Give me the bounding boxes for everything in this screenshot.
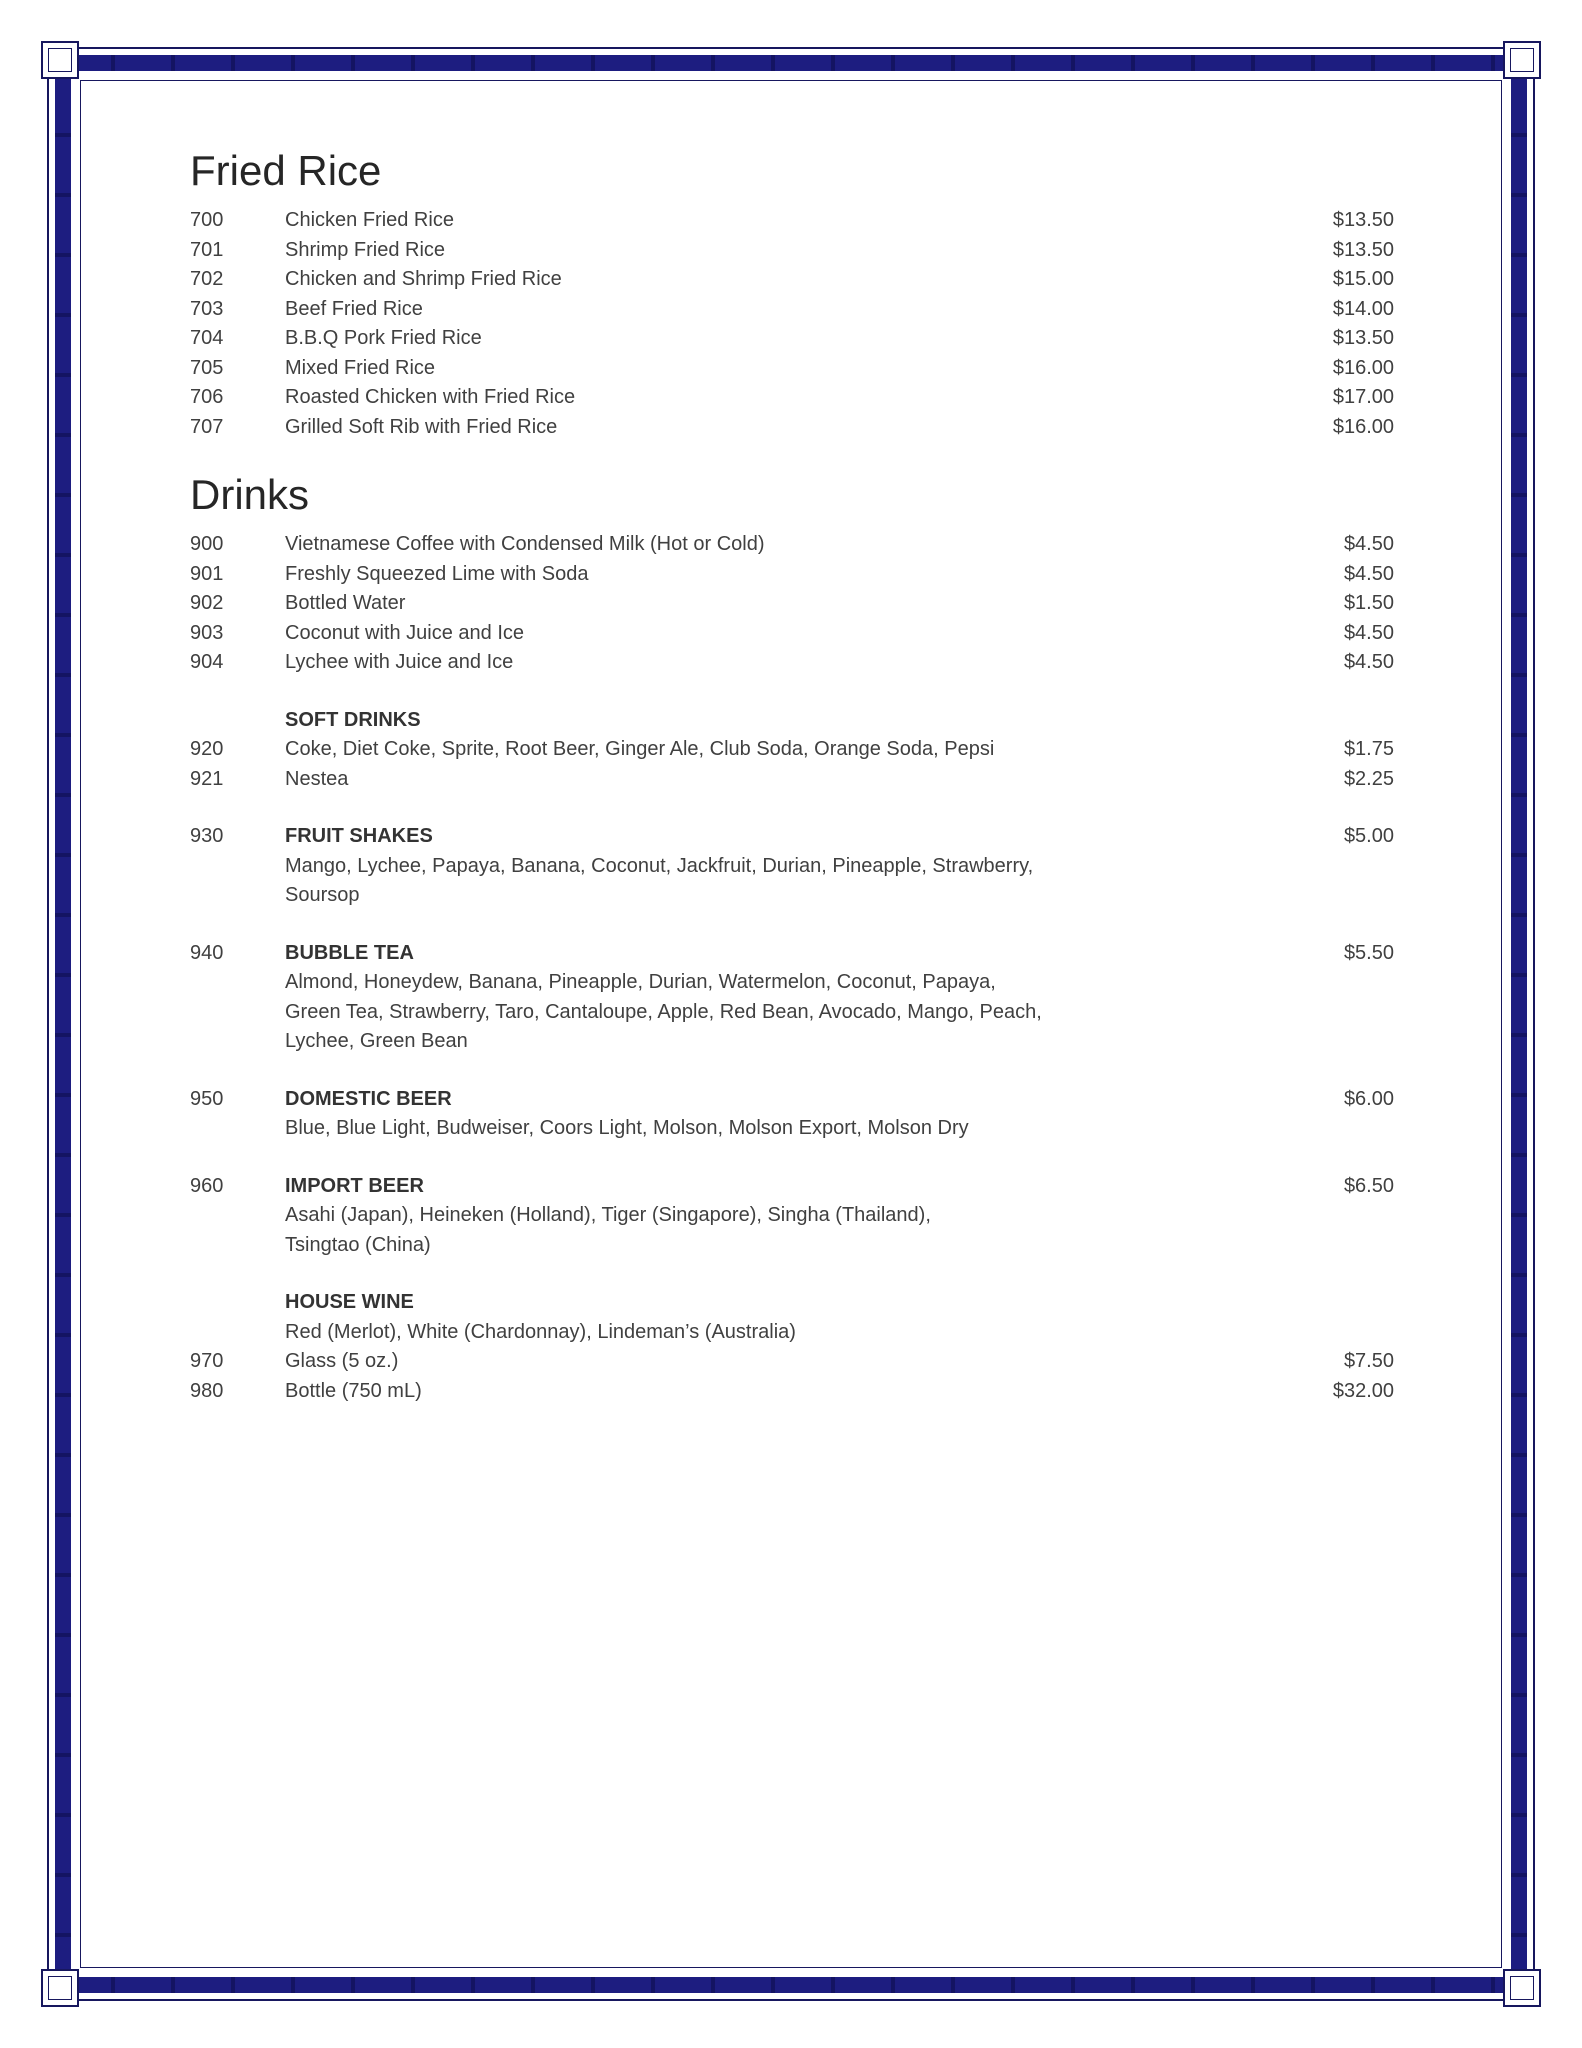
- menu-row: [190, 1288, 1394, 1318]
- item-price: $16.00: [1332, 415, 1394, 438]
- item-name: Mixed Fried Rice: [285, 356, 436, 379]
- menu-row: [190, 206, 1394, 236]
- item-description-line: Lychee, Green Bean: [285, 1030, 468, 1052]
- item-price: $1.50: [1343, 592, 1394, 614]
- menu-row: [190, 1231, 1394, 1261]
- item-price: $13.50: [1332, 209, 1394, 231]
- menu-row: [190, 560, 1394, 590]
- menu-row: [190, 236, 1394, 266]
- item-price: $13.50: [1332, 238, 1394, 261]
- menu-row: [190, 1085, 1394, 1115]
- menu-row: [190, 530, 1394, 560]
- border-corner-ornament: [1503, 1969, 1541, 2007]
- item-name: B.B.Q Pork Fried Rice: [285, 327, 482, 349]
- item-number: 702: [190, 268, 224, 290]
- item-price: $2.25: [1343, 767, 1394, 790]
- item-name: Roasted Chicken with Fried Rice: [285, 386, 576, 408]
- border-corner-ornament: [41, 1969, 79, 2007]
- item-number: 703: [190, 297, 224, 320]
- menu-row: [190, 383, 1394, 413]
- menu-group: [190, 1172, 1394, 1261]
- item-price: $4.50: [1343, 651, 1394, 673]
- item-price: $5.00: [1343, 825, 1394, 847]
- menu-group: [190, 706, 1394, 795]
- group-heading: IMPORT BEER: [285, 1174, 424, 1197]
- menu-row: [190, 822, 1394, 852]
- menu-group: [190, 530, 1394, 678]
- item-number: 706: [190, 386, 224, 408]
- item-number: [190, 1231, 285, 1261]
- border-band-right: [1511, 55, 1527, 1993]
- menu-row: [190, 1377, 1394, 1407]
- item-price: $13.50: [1332, 327, 1394, 349]
- item-number: 900: [190, 533, 224, 555]
- border-band-bottom: [55, 1977, 1527, 1993]
- item-description-line: Tsingtao (China): [285, 1233, 431, 1256]
- border-corner-ornament: [1503, 41, 1541, 79]
- group-heading: HOUSE WINE: [285, 1291, 414, 1313]
- item-price: [1274, 1288, 1394, 1318]
- item-number: 950: [190, 1087, 224, 1110]
- item-name: Bottle (750 mL): [285, 1379, 422, 1402]
- item-price: $16.00: [1332, 356, 1394, 379]
- menu-row: [190, 706, 1394, 736]
- menu-section: [190, 470, 1394, 1406]
- menu-row: [190, 1027, 1394, 1057]
- menu-row: [190, 413, 1394, 443]
- item-number: [190, 1027, 285, 1057]
- border-band-top: [55, 55, 1527, 71]
- item-number: 902: [190, 592, 224, 614]
- menu-row: [190, 1201, 1394, 1231]
- item-name: Freshly Squeezed Lime with Soda: [285, 562, 589, 585]
- item-number: 705: [190, 356, 224, 379]
- item-name: Shrimp Fried Rice: [285, 238, 446, 261]
- group-heading: SOFT DRINKS: [285, 708, 421, 731]
- item-number: [190, 852, 285, 882]
- menu-row: [190, 354, 1394, 384]
- item-name: Beef Fried Rice: [285, 297, 423, 320]
- item-price: $15.00: [1332, 268, 1394, 290]
- menu-row: [190, 968, 1394, 998]
- item-number: 920: [190, 738, 224, 760]
- menu-row: [190, 735, 1394, 765]
- item-number: [190, 1201, 285, 1231]
- group-heading: FRUIT SHAKES: [285, 825, 433, 847]
- item-name: Chicken Fried Rice: [285, 209, 454, 231]
- menu-row: [190, 265, 1394, 295]
- item-description-line: Red (Merlot), White (Chardonnay), Lindeman’s (Australia): [285, 1320, 796, 1343]
- menu-row: [190, 1318, 1394, 1348]
- item-price: $4.50: [1343, 621, 1394, 644]
- border-band-left: [55, 55, 71, 1993]
- item-number: 970: [190, 1350, 224, 1372]
- border-corner-ornament: [41, 41, 79, 79]
- menu-group: [190, 1288, 1394, 1406]
- item-number: [190, 706, 285, 736]
- item-description-line: Blue, Blue Light, Budweiser, Coors Light, Molson, Molson Export, Molson Dry: [285, 1117, 969, 1139]
- item-name: Nestea: [285, 767, 349, 790]
- item-number: 704: [190, 327, 224, 349]
- item-price: $6.00: [1343, 1087, 1394, 1110]
- item-number: 903: [190, 621, 224, 644]
- item-name: Chicken and Shrimp Fried Rice: [285, 268, 562, 290]
- menu-row: [190, 881, 1394, 911]
- group-heading: BUBBLE TEA: [285, 941, 414, 964]
- menu-row: [190, 1347, 1394, 1377]
- section-title: Fried Rice: [190, 147, 382, 194]
- menu-content: [190, 146, 1394, 1406]
- menu-group: [190, 822, 1394, 911]
- menu-group: [190, 939, 1394, 1057]
- item-price: [1274, 706, 1394, 736]
- item-price: $5.50: [1343, 941, 1394, 964]
- item-number: 707: [190, 415, 224, 438]
- group-heading: DOMESTIC BEER: [285, 1087, 452, 1110]
- item-name: Lychee with Juice and Ice: [285, 651, 514, 673]
- item-price: $17.00: [1332, 386, 1394, 408]
- item-name: Glass (5 oz.): [285, 1350, 399, 1372]
- item-description-line: Asahi (Japan), Heineken (Holland), Tiger (Singapore), Singha (Thailand),: [285, 1204, 931, 1226]
- item-number: 901: [190, 562, 224, 585]
- item-number: [190, 1114, 285, 1144]
- item-number: [190, 998, 285, 1028]
- menu-row: [190, 998, 1394, 1028]
- item-number: 701: [190, 238, 224, 261]
- item-description-line: Almond, Honeydew, Banana, Pineapple, Durian, Watermelon, Coconut, Papaya,: [285, 971, 996, 993]
- item-price: $6.50: [1343, 1174, 1394, 1197]
- item-number: 960: [190, 1174, 224, 1197]
- menu-row: [190, 324, 1394, 354]
- item-price: $4.50: [1343, 533, 1394, 555]
- item-description-line: Green Tea, Strawberry, Taro, Cantaloupe, Apple, Red Bean, Avocado, Mango, Peach,: [285, 1000, 1042, 1023]
- item-number: [190, 968, 285, 998]
- item-number: [190, 1288, 285, 1318]
- item-name: Coconut with Juice and Ice: [285, 621, 525, 644]
- menu-row: [190, 765, 1394, 795]
- item-name: Vietnamese Coffee with Condensed Milk (Hot or Cold): [285, 533, 765, 555]
- item-number: 700: [190, 209, 224, 231]
- menu-row: [190, 589, 1394, 619]
- menu-row: [190, 619, 1394, 649]
- menu-row: [190, 648, 1394, 678]
- menu-row: [190, 295, 1394, 325]
- menu-section: [190, 146, 1394, 442]
- item-number: 904: [190, 651, 224, 673]
- item-description-line: Mango, Lychee, Papaya, Banana, Coconut, Jackfruit, Durian, Pineapple, Strawberry,: [285, 854, 1034, 877]
- item-name: Grilled Soft Rib with Fried Rice: [285, 415, 558, 438]
- menu-row: [190, 939, 1394, 969]
- menu-row: [190, 852, 1394, 882]
- item-price: $14.00: [1332, 297, 1394, 320]
- menu-group: [190, 1085, 1394, 1144]
- menu-row: [190, 1172, 1394, 1202]
- item-price: $7.50: [1343, 1350, 1394, 1372]
- item-number: 940: [190, 941, 224, 964]
- item-name: Bottled Water: [285, 592, 406, 614]
- item-number: 980: [190, 1379, 224, 1402]
- menu-row: [190, 1114, 1394, 1144]
- item-price: $32.00: [1332, 1379, 1394, 1402]
- item-number: 930: [190, 825, 224, 847]
- item-name: Coke, Diet Coke, Sprite, Root Beer, Ginger Ale, Club Soda, Orange Soda, Pepsi: [285, 738, 995, 760]
- item-number: 921: [190, 767, 224, 790]
- item-description-line: Soursop: [285, 884, 360, 906]
- section-title: Drinks: [190, 471, 310, 518]
- item-price: $4.50: [1343, 562, 1394, 585]
- menu-group: [190, 206, 1394, 442]
- item-price: $1.75: [1343, 738, 1394, 760]
- item-number: [190, 1318, 285, 1348]
- item-number: [190, 881, 285, 911]
